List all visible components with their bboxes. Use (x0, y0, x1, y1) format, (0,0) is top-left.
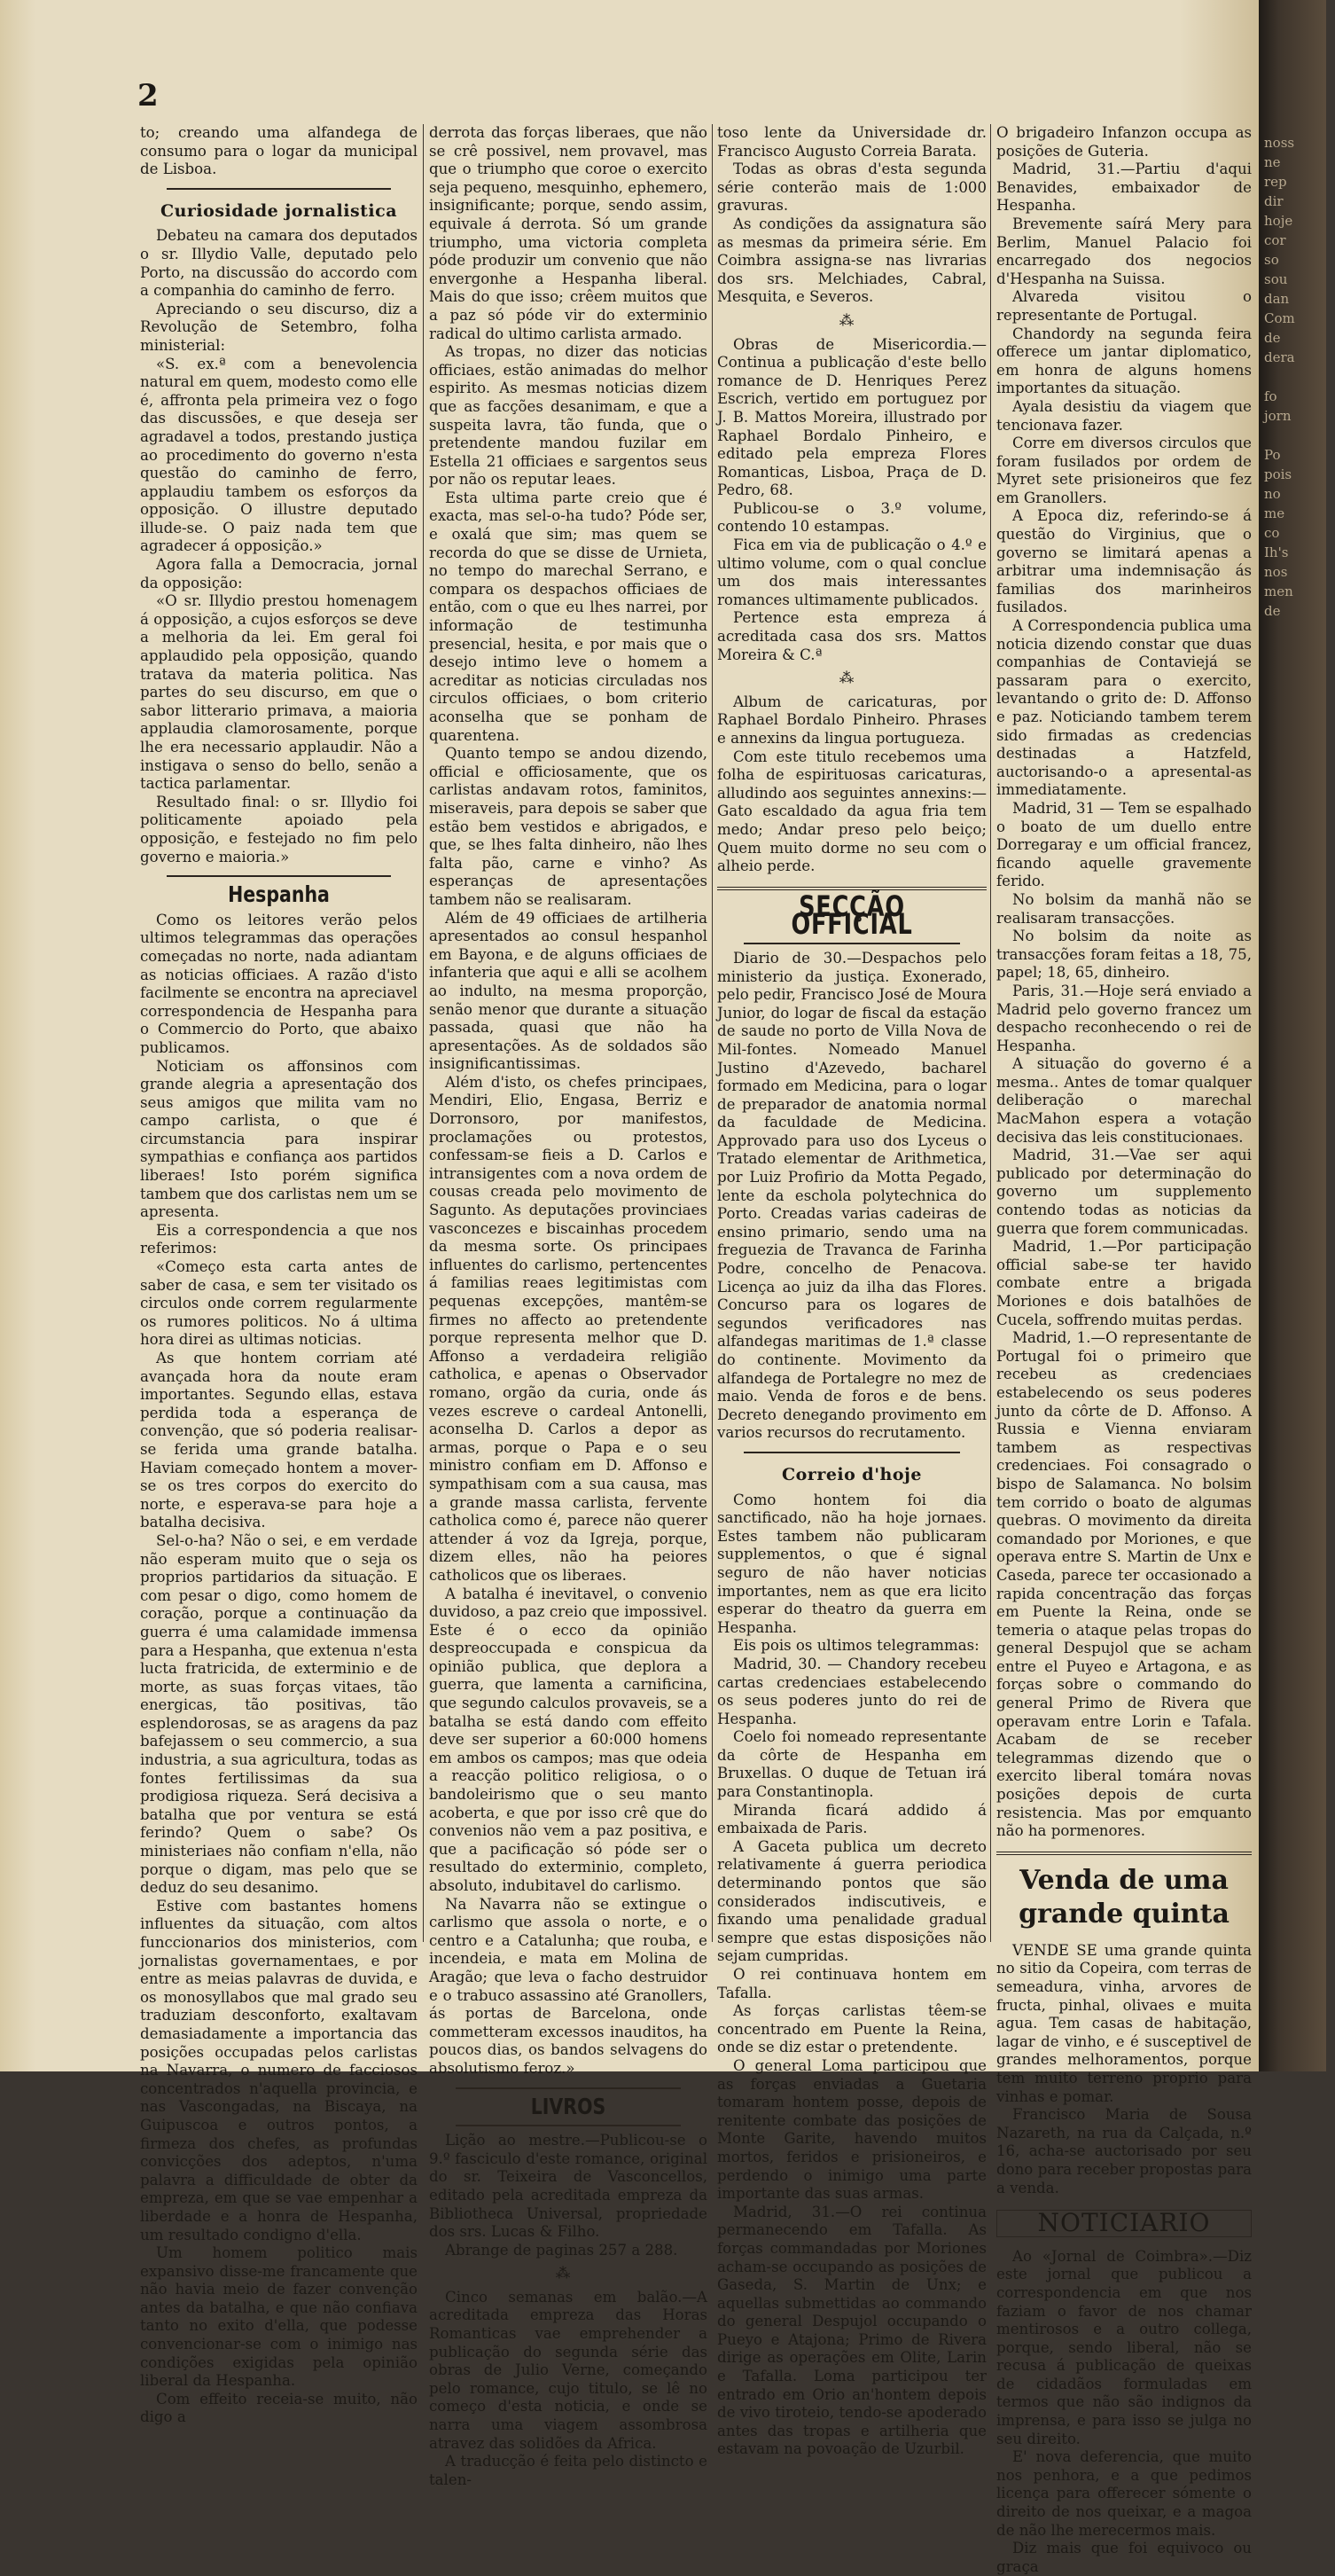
paragraph: Diario de 30.—Despachos pelo ministerio da justiça. Exonerado, pelo pedir, Francisco José de Moura Junior, do logar de fiscal da estação de saude no porto de Villa Nova de Mil-fontes. Nomeado Manuel Justino d'Azevedo, bacharel formado em Medicina, para o logar de preparador de anatomia normal da faculdade de Medicina. Approvado para uso dos Lyceus o Tratado elementar de Arithmetica, por Luiz Profirio da Motta Pegado, lente da eschola polytechnica do Porto. Creadas varias cadeiras de ensino primario, sendo uma na freguezia de Travanca de Farinha Podre, concelho de Penacova. Licença ao juiz da ilha das Flores. Concurso para os logares de segundos verificadores nas alfandegas maritimas de 1.ª classe do continente. Movimento da alfandega de Portalegre no mez de maio. Venda de foros e de bens. Decreto denegando provimento em varios recursos do recrutamento. (717, 949, 987, 1442)
paragraph: A Gaceta publica um decreto relativamente á guerra periodica determinando pontos que são considerados indiscutiveis, e fixando uma penalidade gradual sempre que estas disposições não sejam cumpridas. (717, 1837, 987, 1965)
paragraph: A Epoca diz, referindo-se á questão do Virginius, que o governo se limitará apenas a arbitrar uma indemnisação ás familias dos marinheiros fusilados. (996, 507, 1252, 616)
paragraph: Noticiam os affonsinos com grande alegria a apresentação dos seus amigos que milita vam no campo carlista, o que é circumstancia para inspirar sympathias e confiança aos partidos liberaes! Isto porém significa tambem que dos carlistas nem um se apresenta. (140, 1057, 418, 1221)
separator (744, 943, 960, 944)
paragraph: Todas as obras d'esta segunda série conterão mais de 1:000 gravuras. (717, 161, 987, 215)
paragraph: As tropas, no dizer das noticias officiaes, estão animadas do melhor espirito. As mesmas noticias dizem que as facções desanimam, e que a suspeita lavra, tão funda, que o pretendente mandou fuzilar em Estella 21 officiaes e sargentos seus por não os reputar leaes. (429, 343, 707, 489)
paragraph: Cinco semanas em balão.—A acreditada empreza das Horas Romanticas vae emprehender a publicação do segunda série das obras de Julio Verne, começando pelo romance, cujo titulo, se lê no começo d'esta noticia, e onde se narra uma viagem assombrosa atravez das solidões da Africa. (429, 2288, 707, 2452)
paragraph: Obras de Misericordia.—Continua a publicação d'este bello romance de D. Henriques Perez Escrich, vertido em portuguez por J. B. Mattos Moreira, illustrado por Raphael Bordalo Pinheiro, e editado pela empreza Flores Romanticas, Lisboa, Praça de D. Pedro, 68. (717, 335, 987, 499)
section-heading-venda: Venda de uma grande quinta (1019, 1864, 1230, 1930)
paragraph: Madrid, 31 — Tem se espalhado o boato de um duello entre Dorregaray e um official francez, ficando aquelle gravemente ferido. (996, 799, 1252, 890)
column-1 (140, 124, 418, 2426)
adjacent-page-text: noss ne rep dir hoje cor so sou dan Com de dera fo jorn Po pois no me co Ih's nos men de (1264, 135, 1295, 619)
quote: «S. ex.ª com a benevolencia natural em quem, modesto como elle é, affronta pela primeira vez o fogo das discussões, e que deseja ser agradavel a todos, prestando justiça ao procedimento do governo n'esta questão do caminho de ferro, applaudiu tambem os esforços da opposição. O illustre deputado illude-se. O paiz nada tem que agradecer á opposição.» (140, 355, 418, 555)
paragraph: E' nova deferencia, que muito nos penhora, e a que pedimos licença para offerecer sómente o direito de nos queixar, e a magoa de não lhe merecermos mais. (996, 2448, 1252, 2539)
section-heading-curiosidade: Curiosidade jornalistica (160, 200, 398, 221)
paragraph: Madrid, 1.—Por participação official sabe-se ter havido combate entre a brigada Moriones e dois batalhões de Cucela, soffrendo muitas perdas. (996, 1238, 1252, 1328)
paragraph: Publicou-se o 3.º volume, contendo 10 estampas. (717, 499, 987, 536)
paragraph: As forças carlistas têem-se concentrado em Puente la Reina, onde se diz estar o pretendente. (717, 2002, 987, 2056)
dinkus: ⁂ (555, 2265, 582, 2282)
paragraph: Madrid, 31.—Partiu d'aqui Benavides, embaixador de Hespanha. (996, 161, 1252, 215)
paragraph: Como os leitores verão pelos ultimos telegrammas das operações começadas no norte, nada adiantam as noticias officiaes. A razão d'isto facilmente se encontra na apreciavel correspondencia de Hespanha para o Commercio do Porto, que abaixo publicamos. (140, 911, 418, 1056)
paragraph: Miranda ficará addido á embaixada de Paris. (717, 1801, 987, 1837)
paragraph: Album de caricaturas, por Raphael Bordalo Pinheiro. Phrases e annexins da lingua portugueza. (717, 693, 987, 747)
column-rule (712, 124, 713, 1942)
paragraph: O brigadeiro Infanzon occupa as posições de Guteria. (996, 124, 1252, 160)
paragraph: No bolsim da noite as transacções foram feitas a 18, 75, papel; 18, 65, dinheiro. (996, 928, 1252, 982)
paragraph: Brevemente saírá Mery para Berlim, Manuel Palacio foi encarregado dos negocios d'Hespanha na Suissa. (996, 215, 1252, 287)
dinkus: ⁂ (839, 669, 865, 687)
paragraph: Madrid, 31.—Vae ser aqui publicado por determinação do governo um supplemento contendo todas as noticias da guerra que forem communicadas. (996, 1147, 1252, 1237)
paragraph: derrota das forças liberaes, que não se crê possivel, nem provavel, mas que o triumpho que coroe o exercito seja pequeno, mesquinho, ephemero, insignificante; porque, sendo assim, equivale á derrota. Só um grande triumpho, uma victoria completa póde produzir um convenio que não envergonhe a Hespanha liberal. Mais do que isso; crêem muitos que a paz só póde vir do exterminio radical do ultimo carlista armado. (429, 124, 707, 342)
paragraph: Ao «Jornal de Coimbra».—Diz este jornal que publicou a correspondencia em que nos faziam o favor de nos chamar mentirosos e a outro collega, porque, sendo liberal, não se recusa á publicação de queixas de cidadãos formuladas em termos que não são indignos da imprensa, e para isso se julga no seu direito. (996, 2247, 1252, 2447)
section-heading-livros: LIVROS (530, 2093, 606, 2119)
paragraph: A traducção é feita pelo distincto e talen- (429, 2453, 707, 2488)
separator (167, 188, 391, 190)
paragraph: Diz mais que foi equivoco ou graça (996, 2540, 1252, 2575)
paragraph: Como hontem foi dia sanctificado, não ha hoje jornaes. Estes tambem não publicaram supplementos, o que é signal seguro de não haver noticias importantes, nem as que era licito esperar do theatro da guerra em Hespanha. (717, 1491, 987, 1636)
section-heading-hespanha: Hespanha (228, 881, 330, 908)
paragraph: Pertence esta empreza á acreditada casa dos srs. Mattos Moreira & C.ª (717, 609, 987, 663)
paragraph: Na Navarra não se extingue o carlismo que assola o norte, e o centro e a Catalunha; que rouba, e incendeia, e mata em Molina de Aragão; que leva o facho destruidor e o trabuco assassino até Granollers, ás portas de Barcelona, onde commetteram excessos inauditos, ha poucos dias, os bandos selvagens do absolutismo feroz.» (429, 1895, 707, 2077)
paragraph: Além de 49 officiaes de artilheria apresentados ao consul hespanhol em Bayona, e de alguns officiaes de infanteria que aqui e alli se acolhem ao indulto, na mesma proporção, senão menor que durante a situação passada, quasi que não ha apresentações. As de soldados são insignificantissimas. (429, 909, 707, 1073)
separator (744, 1452, 960, 1453)
paragraph: Com este titulo recebemos uma folha de espirituosas caricaturas, alludindo aos seguintes annexins:—Gato escaldado da agua fria tem medo; Andar preso pelo beiço; Quem muito dorme no seu com o alheio perde. (717, 748, 987, 875)
paragraph: VENDE SE uma grande quinta no sitio da Copeira, com terras de semeadura, vinha, arvores de fructa, pinhal, olivaes e muita agua. Tem casas de habitação, lagar de vinho, e é susceptivel de grandes melhoramentos, porque tem muito terreno proprio para vinhas e pomar. (996, 1941, 1252, 2105)
paragraph: Quanto tempo se andou dizendo, official e officiosamente, que os carlistas andavam rotos, faminitos, miseraveis, para depois se saber que estão bem vestidos e abrigados, e que, se lhes falta dinheiro, não lhes falta pão, carne e vinho? As esperanças de apresentações tambem não se realisaram. (429, 745, 707, 908)
paragraph: Madrid, 31.—O rei continua permanecendo em Tafalla. As forças commandadas por Moriones acham-se occupando as posições de Gaseda, S. Martin de Unx; e aquellas submettidas ao commando do general Despujol occupando o Pueyo e Atajona; Primo de Rivera dirige as operações em Olite, Larin e Tafalla. Loma participou ter entrado em Orio an'hontem depois de vivo tiroteio, tendo-se apoderado antes das tropas e artilheria que estavam na povoação de Uzurbil. (717, 2203, 987, 2458)
paragraph: Corre em diversos circulos que foram fusilados por ordem de Myret sete prisioneiros que fez em Granollers. (996, 435, 1252, 506)
paragraph: Com effeito receia-se muito, não digo a (140, 2390, 418, 2426)
paragraph: O rei continuava hontem em Tafalla. (717, 1966, 987, 2001)
adjacent-page-edge (1259, 0, 1326, 2071)
dinkus: ⁂ (839, 311, 865, 329)
paragraph: Eis pois os ultimos telegrammas: (733, 1637, 980, 1655)
paragraph: Ayala desistiu da viagem que tencionava fazer. (996, 397, 1252, 434)
separator (996, 1852, 1252, 1855)
paragraph: toso lente da Universidade dr. Francisco Augusto Correia Barata. (717, 124, 987, 160)
paragraph: Coelo foi nomeado representante da côrte de Hespanha em Bruxellas. O duque de Tetuan irá para Constantinopla. (717, 1728, 987, 1801)
paragraph: Agora falla a Democracia, jornal da opposição: (140, 556, 418, 591)
paragraph: Um homem politico mais expansivo disse-me francamente que não havia meio de fazer convenção antes da batalha, e que não confiava tanto no exito d'ella, que podesse convencionar-se com o inimigo nas condições exigidas pela opinião liberal da Hespanha. (140, 2244, 418, 2390)
section-heading-seccao-official: SECÇÃO OFFICIAL (791, 889, 913, 942)
section-heading-correio: Correio d'hoje (782, 1464, 922, 1484)
separator (456, 2087, 681, 2089)
paragraph: Apreciando o seu discurso, diz a Revolução de Setembro, folha ministerial: (140, 300, 418, 354)
paragraph: Esta ultima parte creio que é exacta, mas sel-o-ha tudo? Póde ser, e oxalá que sim; mas quem se recorda do que se disse de Urnieta, no tempo do marechal Serrano, e compara os despachos officiaes de então, com o que eu lhes narrei, por informação de testimunha presencial, hesita, e por mais que o desejo intimo leve o homem a acreditar as noticias circuladas nos circulos officiaes, o bom criterio aconselha que se ponham de quarentena. (429, 489, 707, 744)
paragraph: Paris, 31.—Hoje será enviado a Madrid pelo governo francez um despacho reconhecendo o rei de Hespanha. (996, 982, 1252, 1054)
paragraph: O general Loma participou que as forças enviadas a Guetaria tomaram hontem posse, depois de renitente combate das posições de Monte Garite, havendo muitos mortos, feridos e prisioneiros, e perdendo o inimigo uma parte importante das suas armas. (717, 2056, 987, 2203)
paragraph: Sel-o-ha? Não o sei, e em verdade não esperam muito que o seja os proprios partidarios da situação. E com pesar o digo, como homem de coração, porque a continuação da guerra é uma calamidade immensa para a Hespanha, que extenua n'esta lucta fratricida, de exterminio e de morte, as suas forças vitaes, tão energicas, tão positivas, tão esplendorosas, se as aragens da paz bafejassem o seu commercio, a sua industria, a sua agricultura, todas as fontes fertilissimas da sua prodigiosa riqueza. Será decisiva a batalha que por ventura se está ferindo? Quem o sabe? Os ministeriaes não confiam n'ella, não porque o digam, mas pelo que se deduz do seu desanimo. (140, 1531, 418, 1897)
paragraph: Lição ao mestre.—Publicou-se o 9.º fasciculo d'este romance, original do sr. Teixeira de Vasconcellos, editado pela acreditada empreza da Bibliotheca Universal, propriedade dos srs. Lucas & Filho. (429, 2132, 707, 2241)
paragraph: to; creando uma alfandega de consumo para o logar da municipal de Lisboa. (140, 124, 418, 178)
paragraph: As que hontem corriam até avançada hora da noute eram importantes. Segundo ellas, estava perdida toda a esperança de convenção, que só poderia realisar-se ferida uma grande batalha. Haviam começado hontem a mover-se os tres corpos do exercito do norte, e esperava-se para hoje a batalha decisiva. (140, 1350, 418, 1531)
paragraph: Abrange de paginas 257 a 288. (445, 2241, 678, 2259)
column-3 (717, 124, 987, 2458)
column-rule (990, 124, 991, 1942)
separator (167, 875, 391, 877)
paragraph: No bolsim da manhã não se realisaram transacções. (996, 890, 1252, 927)
paragraph: Debateu na camara dos deputados o sr. Illydio Valle, deputado pelo Porto, na discussão do accordo com a companhia do caminho de ferro. (140, 227, 418, 300)
paragraph: A batalha é inevitavel, o convenio duvidoso, a paz creio que impossivel. Este é o ecco da opinião despreoccupada e conspicua da opinião publica, que deplora a guerra, que lamenta a carnificina, que segundo calculos provaveis, se a batalha se está dando com effeito deve ser superior a 60:000 homens em ambos os campos; mas que odeia a reacção politico religiosa, o o bandoleirismo que o seu manto acoberta, e que por isso crê que do convenios não vem a paz positiva, e que a pacificação só póde ser o resultado do exterminio, completo, absoluto, indubitavel do carlismo. (429, 1585, 707, 1894)
paragraph: Alvareda visitou o representante de Portugal. (996, 288, 1252, 324)
column-2 (429, 124, 707, 2488)
paragraph: Estive com bastantes homens influentes da situação, com altos funccionarios dos ministerios, com jornalistas governamentaes, e por entre as meias palavras de duvida, e os monosyllabos que mal grado seu traduziam desconforto, exaltavam demasiadamente a importancia das posições occupadas pelos carlistas na Navarra, o numero de facciosos concentrados n'aquella provincia, e nas Vascongadas, na Biscaya, na Guipuscoa e outros pontos, a firmeza dos chefes, as profundas convicções dos adeptos, n'uma palavra a difficuldade de obter da empreza, em que se vae empenhar a liberdade e a honra de Hespanha, um resultado condigno d'ella. (140, 1897, 418, 2243)
separator (456, 2125, 681, 2126)
paragraph: A situação do governo é a mesma.. Antes de tomar qualquer deliberação o marechal MacMahon espera a votação decisiva das leis constitucionaes. (996, 1055, 1252, 1146)
paragraph: As condições da assignatura são as mesmas da primeira série. Em Coimbra assigna-se nas livrarias dos srs. Melchiades, Cabral, Mesquita, e Severos. (717, 215, 987, 306)
paragraph: Francisco Maria de Sousa Nazareth, na rua da Calçada, n.º 16, acha-se auctorisado por seu dono para receber propostas para a venda. (996, 2106, 1252, 2196)
paragraph: A Correspondencia publica uma noticia dizendo constar que duas companhias de Contaviejá se passaram para o exercito, levantando o grito de: D. Affonso e paz. Noticiando tambem terem sido firmadas as credencias destinadas a Hatzfeld, auctorisando-o a apresental-as immediatamente. (996, 617, 1252, 799)
paragraph: Madrid, 1.—O representante de Portugal foi o primeiro que recebeu as credenciaes estabelecendo os seus poderes junto da côrte de D. Affonso. A Russia e Vienna enviaram tambem as respectivas credenciaes. Foi consagrado o bispo de Salamanca. No bolsim tem corrido o boato de algumas quebras. O movimento da direita comandado por Moriones, e que operava entre S. Martin de Unx e Caseda, parece ter occasionado a rapida concentração das forças em Puente la Reina, onde se temeria o ataque pelas tropas do general Despujol que se acham entre el Puyeo e Artagona, e as forças sobre o commando do general Primo de Rivera que operavam entre Lorin e Tafala. Acabam de se receber telegrammas dizendo que o exercito liberal tomára novas posições depois de curta resistencia. Mas por emquanto não ha pormenores. (996, 1329, 1252, 1840)
column-rule (423, 124, 424, 1942)
paragraph: Eis a correspondencia a que nos referimos: (140, 1221, 418, 1257)
column-4 (996, 124, 1252, 2575)
paragraph: «Começo esta carta antes de saber de casa, e sem ter visitado os circulos onde correm regularmente os rumores politicos. No á ultima hora direi as ultimas noticias. (140, 1258, 418, 1349)
paragraph: Chandordy na segunda feira offerece um jantar diplomatico, em honra de alguns homens importantes da situação. (996, 325, 1252, 397)
paragraph: Madrid, 30. — Chandory recebeu cartas credenciaes estabelecendo os seus poderes junto do rei de Hespanha. (717, 1655, 987, 1727)
paragraph: Além d'isto, os chefes principaes, Mendiri, Elio, Engasa, Berriz e Dorronsoro, por manifestos, proclamações ou protestos, confessam-se fieis a D. Carlos e intransigentes com a nova ordem de cousas creada pelo movimento de Sagunto. As deputações provinciaes vasconcezes e biscainhas procedem da mesma sorte. Os principaes influentes do carlismo, pertencentes á familias reaes legitimistas com pequenas excepções, mantêm-se firmes no affecto ao pretendente porque representa melhor que D. Affonso a verdadeira religião catholica, e apenas o Observador romano, orgão da curia, onde ás vezes escreve o cardeal Antonelli, aconselha D. Carlos a depor as armas, porque o Papa e o seu ministro confiam em D. Affonso e sympathisam com a sua causa, mas a grande massa carlista, fervente catholica como é, parece não querer attender á voz da Igreja, porque, dizem elles, não ha peiores catholicos que os liberaes. (429, 1073, 707, 1584)
paragraph: Fica em via de publicação o 4.º e ultimo volume, com o qual conclue um dos mais interessantes romances ultimamente publicados. (717, 536, 987, 608)
quote: «O sr. Illydio prestou homenagem á opposição, a cujos esforços se deve a melhoria da lei. Em geral foi applaudido pela opposição, quando tratava da materia politica. Nas partes do seu discurso, em que o sabor litterario primava, a maioria applaudia clamorosamente, porque lhe era necessario applaudir. Não a instigava o senso do bello, senão a tactica parlamentar. (140, 592, 418, 793)
section-heading-noticiario: NOTICIARIO (996, 2210, 1252, 2237)
page-number: 2 (137, 78, 159, 114)
paragraph: Resultado final: o sr. Illydio foi politicamente apoiado pela opposição, e festejado no fim pelo governo e maioria.» (140, 793, 418, 865)
